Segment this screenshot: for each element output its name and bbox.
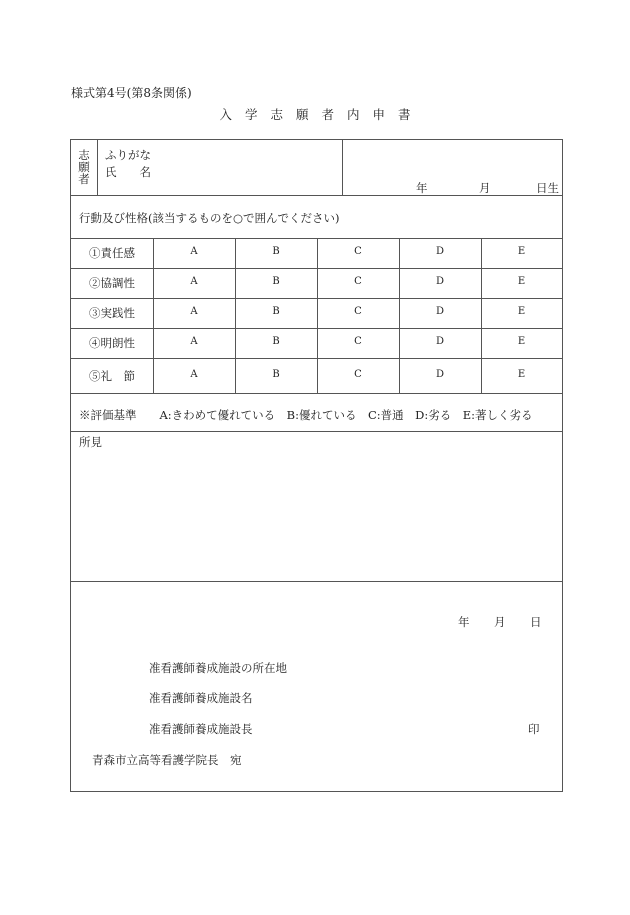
grade-option[interactable]: B [272, 306, 280, 317]
grade-option[interactable]: D [435, 306, 445, 317]
sign-month-label: 月 [494, 615, 506, 629]
grade-option[interactable]: D [435, 336, 445, 347]
grade-option[interactable]: B [272, 276, 280, 287]
document-title [0, 105, 630, 123]
seal-label: 印 [528, 722, 540, 736]
divider [71, 581, 562, 582]
application-form [70, 139, 563, 792]
grade-option[interactable]: C [354, 276, 362, 287]
title-char: 志 [270, 107, 283, 122]
grade-option[interactable]: E [517, 306, 526, 317]
grade-option[interactable]: A [190, 368, 198, 380]
applicant-label-char: 者 [78, 172, 90, 186]
applicant-label-char: 志 [78, 148, 90, 162]
title-char: 内 [347, 107, 360, 122]
addressee: 青森市立高等看護学院長 宛 [92, 753, 242, 767]
birth-month-label: 月 [479, 181, 491, 195]
grade-option[interactable]: B [272, 336, 280, 347]
table-row-divider [71, 358, 562, 359]
divider [71, 195, 562, 196]
name-label: 氏 名 [105, 165, 151, 179]
grade-option[interactable]: C [354, 336, 362, 347]
applicant-label [77, 149, 91, 185]
grade-option[interactable]: B [272, 246, 280, 257]
grade-option[interactable]: C [354, 246, 362, 257]
birth-year-label: 年 [416, 181, 428, 195]
form-number: 様式第4号(第8条関係) [71, 86, 192, 100]
grade-option[interactable]: E [517, 368, 526, 380]
facility-name-label: 准看護師養成施設名 [149, 691, 253, 705]
table-row-divider [71, 328, 562, 329]
grade-option[interactable]: D [435, 276, 445, 287]
facility-head-label: 准看護師養成施設長 [149, 722, 253, 736]
title-char: 者 [321, 107, 335, 122]
grade-option[interactable]: A [190, 306, 198, 317]
divider [71, 393, 562, 394]
divider [71, 431, 562, 432]
grade-option[interactable]: D [435, 368, 445, 380]
applicant-label-char: 願 [78, 160, 90, 174]
furigana-label: ふりがな [105, 148, 151, 162]
trait-label: ③実践性 [89, 306, 135, 320]
table-row-divider [71, 298, 562, 299]
grade-option[interactable]: A [190, 246, 198, 257]
grade-option[interactable]: C [354, 306, 362, 317]
birth-day-label: 日生 [536, 181, 559, 195]
remarks-label: 所見 [79, 435, 102, 449]
title-char: 学 [244, 107, 258, 122]
grade-option[interactable]: A [190, 336, 198, 347]
behavior-heading: 行動及び性格(該当するものを○で囲んでください) [79, 211, 340, 225]
sign-year-label: 年 [458, 615, 470, 629]
title-char: 書 [398, 107, 411, 122]
facility-address-label: 准看護師養成施設の所在地 [149, 661, 287, 675]
title-char: 願 [295, 107, 309, 122]
grade-option[interactable]: A [190, 276, 198, 287]
grade-option[interactable]: C [354, 368, 362, 380]
divider [342, 140, 343, 195]
evaluation-criteria: ※評価基準 A:きわめて優れている B:優れている C:普通 D:劣る E:著しく劣る [79, 408, 533, 422]
sign-day-label: 日 [530, 615, 542, 629]
trait-label: ①責任感 [89, 246, 135, 260]
grade-option[interactable]: E [517, 246, 526, 257]
grade-option[interactable]: E [517, 336, 526, 347]
trait-label: ⑤礼 節 [89, 368, 135, 383]
grade-option[interactable]: E [517, 276, 526, 287]
grade-option[interactable]: D [435, 246, 445, 257]
table-row-divider [71, 268, 562, 269]
title-char: 申 [372, 107, 386, 122]
trait-label: ④明朗性 [89, 336, 135, 350]
title-char: 入 [219, 107, 232, 122]
divider [97, 140, 98, 195]
trait-label: ②協調性 [89, 276, 135, 290]
grade-option[interactable]: B [272, 368, 280, 380]
